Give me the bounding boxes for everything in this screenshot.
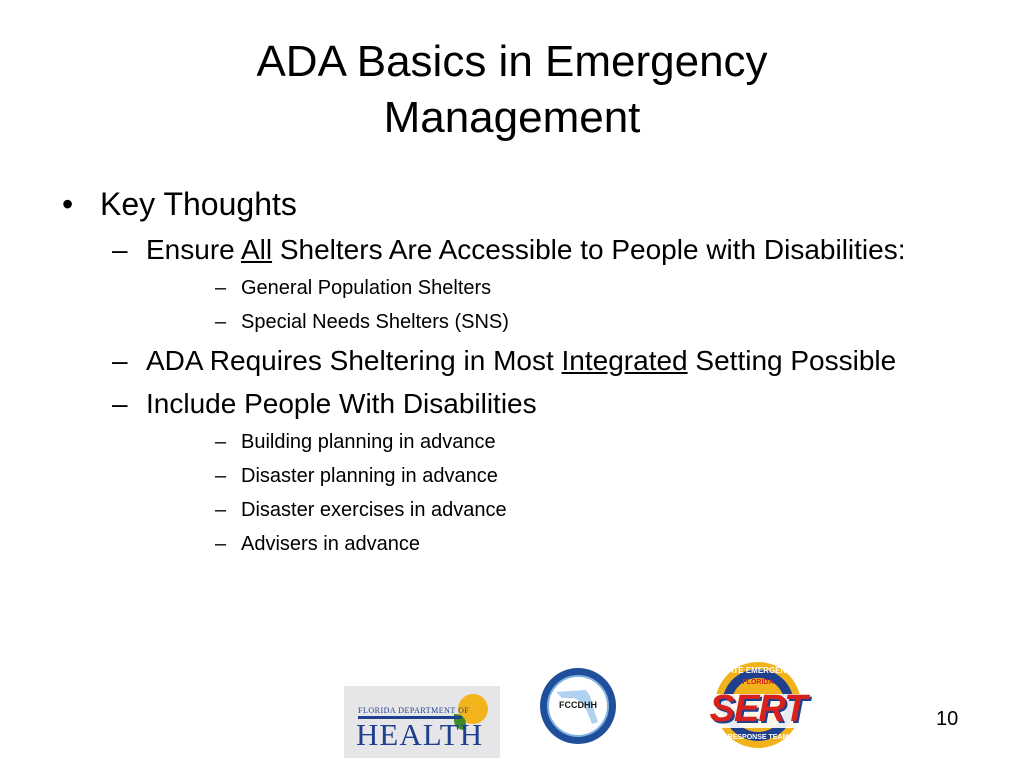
sert-state-text: FLORIDA [742,679,774,686]
dash-marker: – [112,345,128,376]
bullet-text: Key Thoughts [100,186,297,222]
sert-bottom-text: RESPONSE TEAM [727,734,789,741]
fccdhh-seal-logo [538,666,618,746]
bullet-text-after: Shelters Are Accessible to People with Disabilities: [272,234,906,265]
title-line-1: ADA Basics in Emergency [256,37,768,86]
bullet-list [62,184,962,557]
bullet-marker: • [62,186,74,222]
sub-bullet-include-people [62,386,962,421]
sub-sub-bullet [62,429,962,455]
slide-title [60,34,964,146]
sub-sub-bullet [62,463,962,489]
bullet-text: Include People With Disabilities [146,388,537,419]
bullet-text: Building planning in advance [241,431,496,453]
sub-sub-bullet [62,275,962,301]
dash-marker: – [112,234,128,265]
dash-marker: – [215,311,227,333]
sub-bullet-integrated-setting [62,343,962,378]
dash-marker: – [215,465,227,487]
bullet-text: Disaster planning in advance [241,465,498,487]
bullet-text-before: ADA Requires Sheltering in Most [146,345,562,376]
fccdhh-logo-text: FCCDHH [559,700,597,710]
underlined-word: Integrated [561,345,688,376]
page-number: 10 [936,708,959,730]
bullet-key-thoughts [62,184,962,224]
health-logo-top-text: FLORIDA DEPARTMENT OF [358,706,470,715]
bullet-text-before: Ensure [146,234,241,265]
underlined-word: All [240,234,273,265]
dash-marker: – [215,277,227,299]
bullet-text: Advisers in advance [241,533,420,555]
dash-marker: – [215,499,227,521]
dash-marker: – [215,533,227,555]
bullet-text: Special Needs Shelters (SNS) [241,311,509,333]
sert-top-text: STATE EMERGENCY [718,666,798,675]
health-logo-word: HEALTH [356,717,484,752]
bullet-text: General Population Shelters [241,277,492,299]
bullet-text: Disaster exercises in advance [241,499,507,521]
dash-marker: – [215,431,227,453]
sub-sub-bullet [62,309,962,335]
sub-bullet-shelters-accessible [62,232,962,267]
title-line-2: Management [383,93,641,142]
florida-health-logo [344,686,500,758]
florida-sert-logo [690,660,826,750]
sert-word: SERT [709,688,807,730]
dash-marker: – [112,388,128,419]
bullet-text-after: Setting Possible [687,345,897,376]
sub-sub-bullet [62,497,962,523]
sub-sub-bullet [62,531,962,557]
